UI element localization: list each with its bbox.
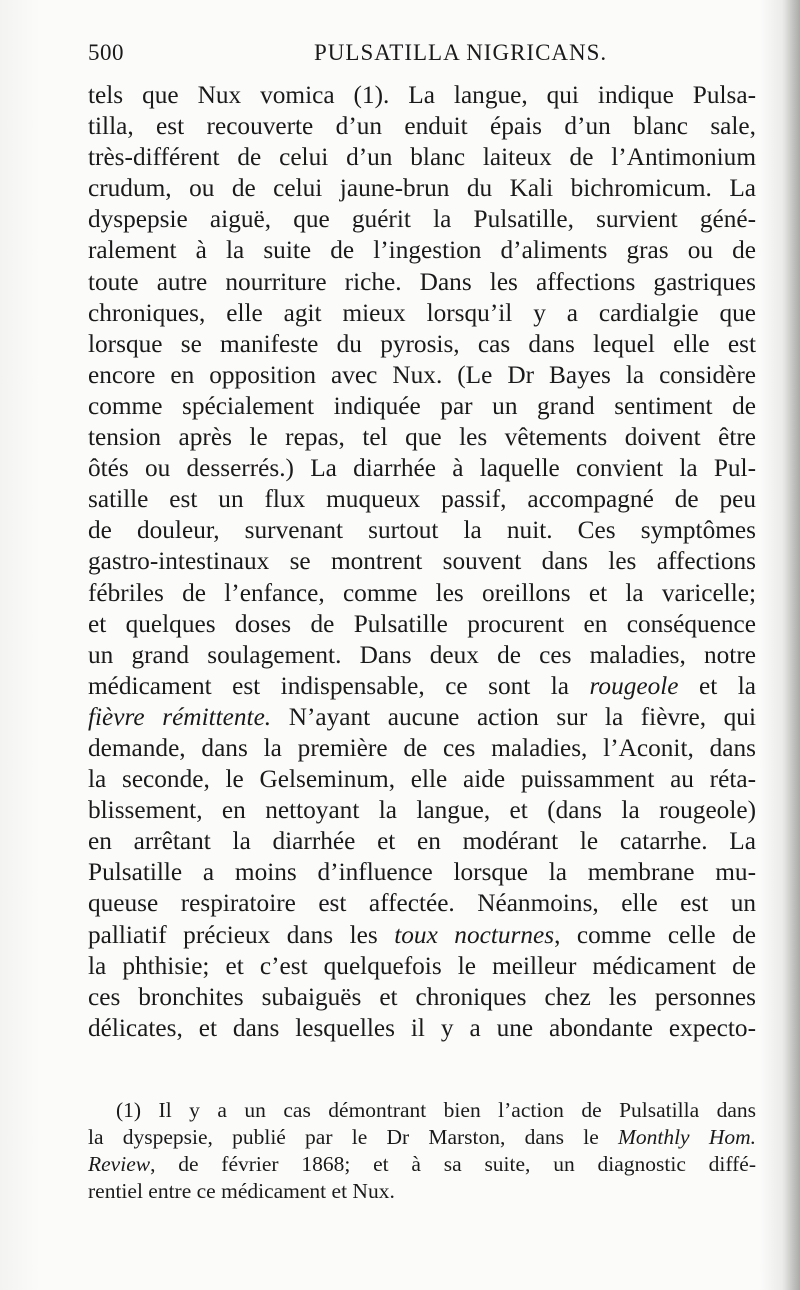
text-segment: la dyspepsie, publié par le Dr Marston, dans le [88,1125,618,1149]
text-line: Pulsatille a moins d’influence lorsque la membrane mu- [88,858,756,887]
text-line: gastro-intestinaux se montrent souvent dans les affections [88,547,756,576]
text-line: demande, dans la première de ces maladies, l’Aconit, dans [88,733,756,762]
text-segment: et la [678,671,756,700]
page-number: 500 [88,40,124,65]
italic-title-monthly-hom: Monthly Hom. [617,1125,756,1149]
text-line: encore en opposition avec Nux. (Le Dr Bayes la considère [88,360,756,389]
footnote-line-mixed [88,1124,756,1151]
italic-title-review: Review [88,1152,151,1176]
text-line-mixed [88,671,756,702]
text-line: queuse respiratoire est affectée. Néanmoins, elle est un [88,889,756,918]
text-line: comme spécialement indiquée par un grand sentiment de [88,391,756,420]
text-line: crudum, ou de celui jaune-brun du Kali bichromicum. La [88,174,756,203]
text-line: lorsque se manifeste du pyrosis, cas dans lequel elle est [88,329,756,358]
text-segment: médicament est indispensable, ce sont la [88,671,590,700]
text-line: toute autre nourriture riche. Dans les affections gastriques [88,267,756,296]
text-segment: N’ayant aucune action sur la fièvre, qui [271,702,756,731]
text-line: la seconde, le Gelseminum, elle aide puissamment au réta- [88,765,756,794]
text-line: en arrêtant la diarrhée et en modérant le catarrhe. La [88,827,756,856]
text-line: blissement, en nettoyant la langue, et (dans la rougeole) [88,796,756,825]
text-line: tension après le repas, tel que les vêtements doivent être [88,423,756,452]
italic-term-toux-nocturnes: toux nocturnes [394,920,555,949]
text-line: tilla, est recouverte d’un enduit épais d’un blanc sale, [88,112,756,141]
text-line: délicates, et dans lesquelles il y a une abondante expecto- [88,1013,756,1042]
italic-term-fievre-remittente: fièvre rémittente. [88,702,272,731]
footnote-line: rentiel entre ce médicament et Nux. [88,1179,395,1203]
text-line: de douleur, survenant surtout la nuit. Ces symptômes [88,516,756,545]
footnote-line: (1) Il y a un cas démontrant bien l’action de Pulsatilla dans [116,1098,756,1122]
footnote [88,1097,756,1205]
body-text [88,80,756,1044]
text-line: un grand soulagement. Dans deux de ces maladies, notre [88,640,756,669]
text-line-mixed [88,702,756,733]
text-line: fébriles de l’enfance, comme les oreillons et la varicelle; [88,578,756,607]
page-edge-shadow [782,0,800,1290]
text-line: chroniques, elle agit mieux lorsqu’il y a cardialgie que [88,298,756,327]
text-line: ralement à la suite de l’ingestion d’aliments gras ou de [88,236,756,265]
text-segment: , comme celle de [554,920,756,949]
text-segment: palliatif précieux dans les [88,920,395,949]
text-line: tels que Nux vomica (1). La langue, qui indique Pulsa- [88,81,756,109]
text-line: très-différent de celui d’un blanc laiteux de l’Antimonium [88,143,756,172]
text-line-mixed [88,920,756,951]
text-line: dyspepsie aiguë, que guérit la Pulsatille, survient géné- [88,205,756,234]
italic-term-rougeole: rougeole [589,671,679,700]
footnote-line-mixed [88,1151,756,1178]
text-line: satille est un flux muqueux passif, accompagné de peu [88,485,756,514]
text-line: ôtés ou desserrés.) La diarrhée à laquelle convient la Pul- [88,454,756,483]
text-line: et quelques doses de Pulsatille procurent en conséquence [88,609,756,638]
text-line: ces bronchites subaiguës et chroniques chez les personnes [88,982,756,1011]
running-head: PULSATILLA NIGRICANS. [314,40,608,65]
text-segment: , de février 1868; et à sa suite, un diagnostic diffé- [150,1152,756,1176]
text-line: la phthisie; et c’est quelquefois le meilleur médicament de [88,951,756,980]
page-header [88,40,770,70]
